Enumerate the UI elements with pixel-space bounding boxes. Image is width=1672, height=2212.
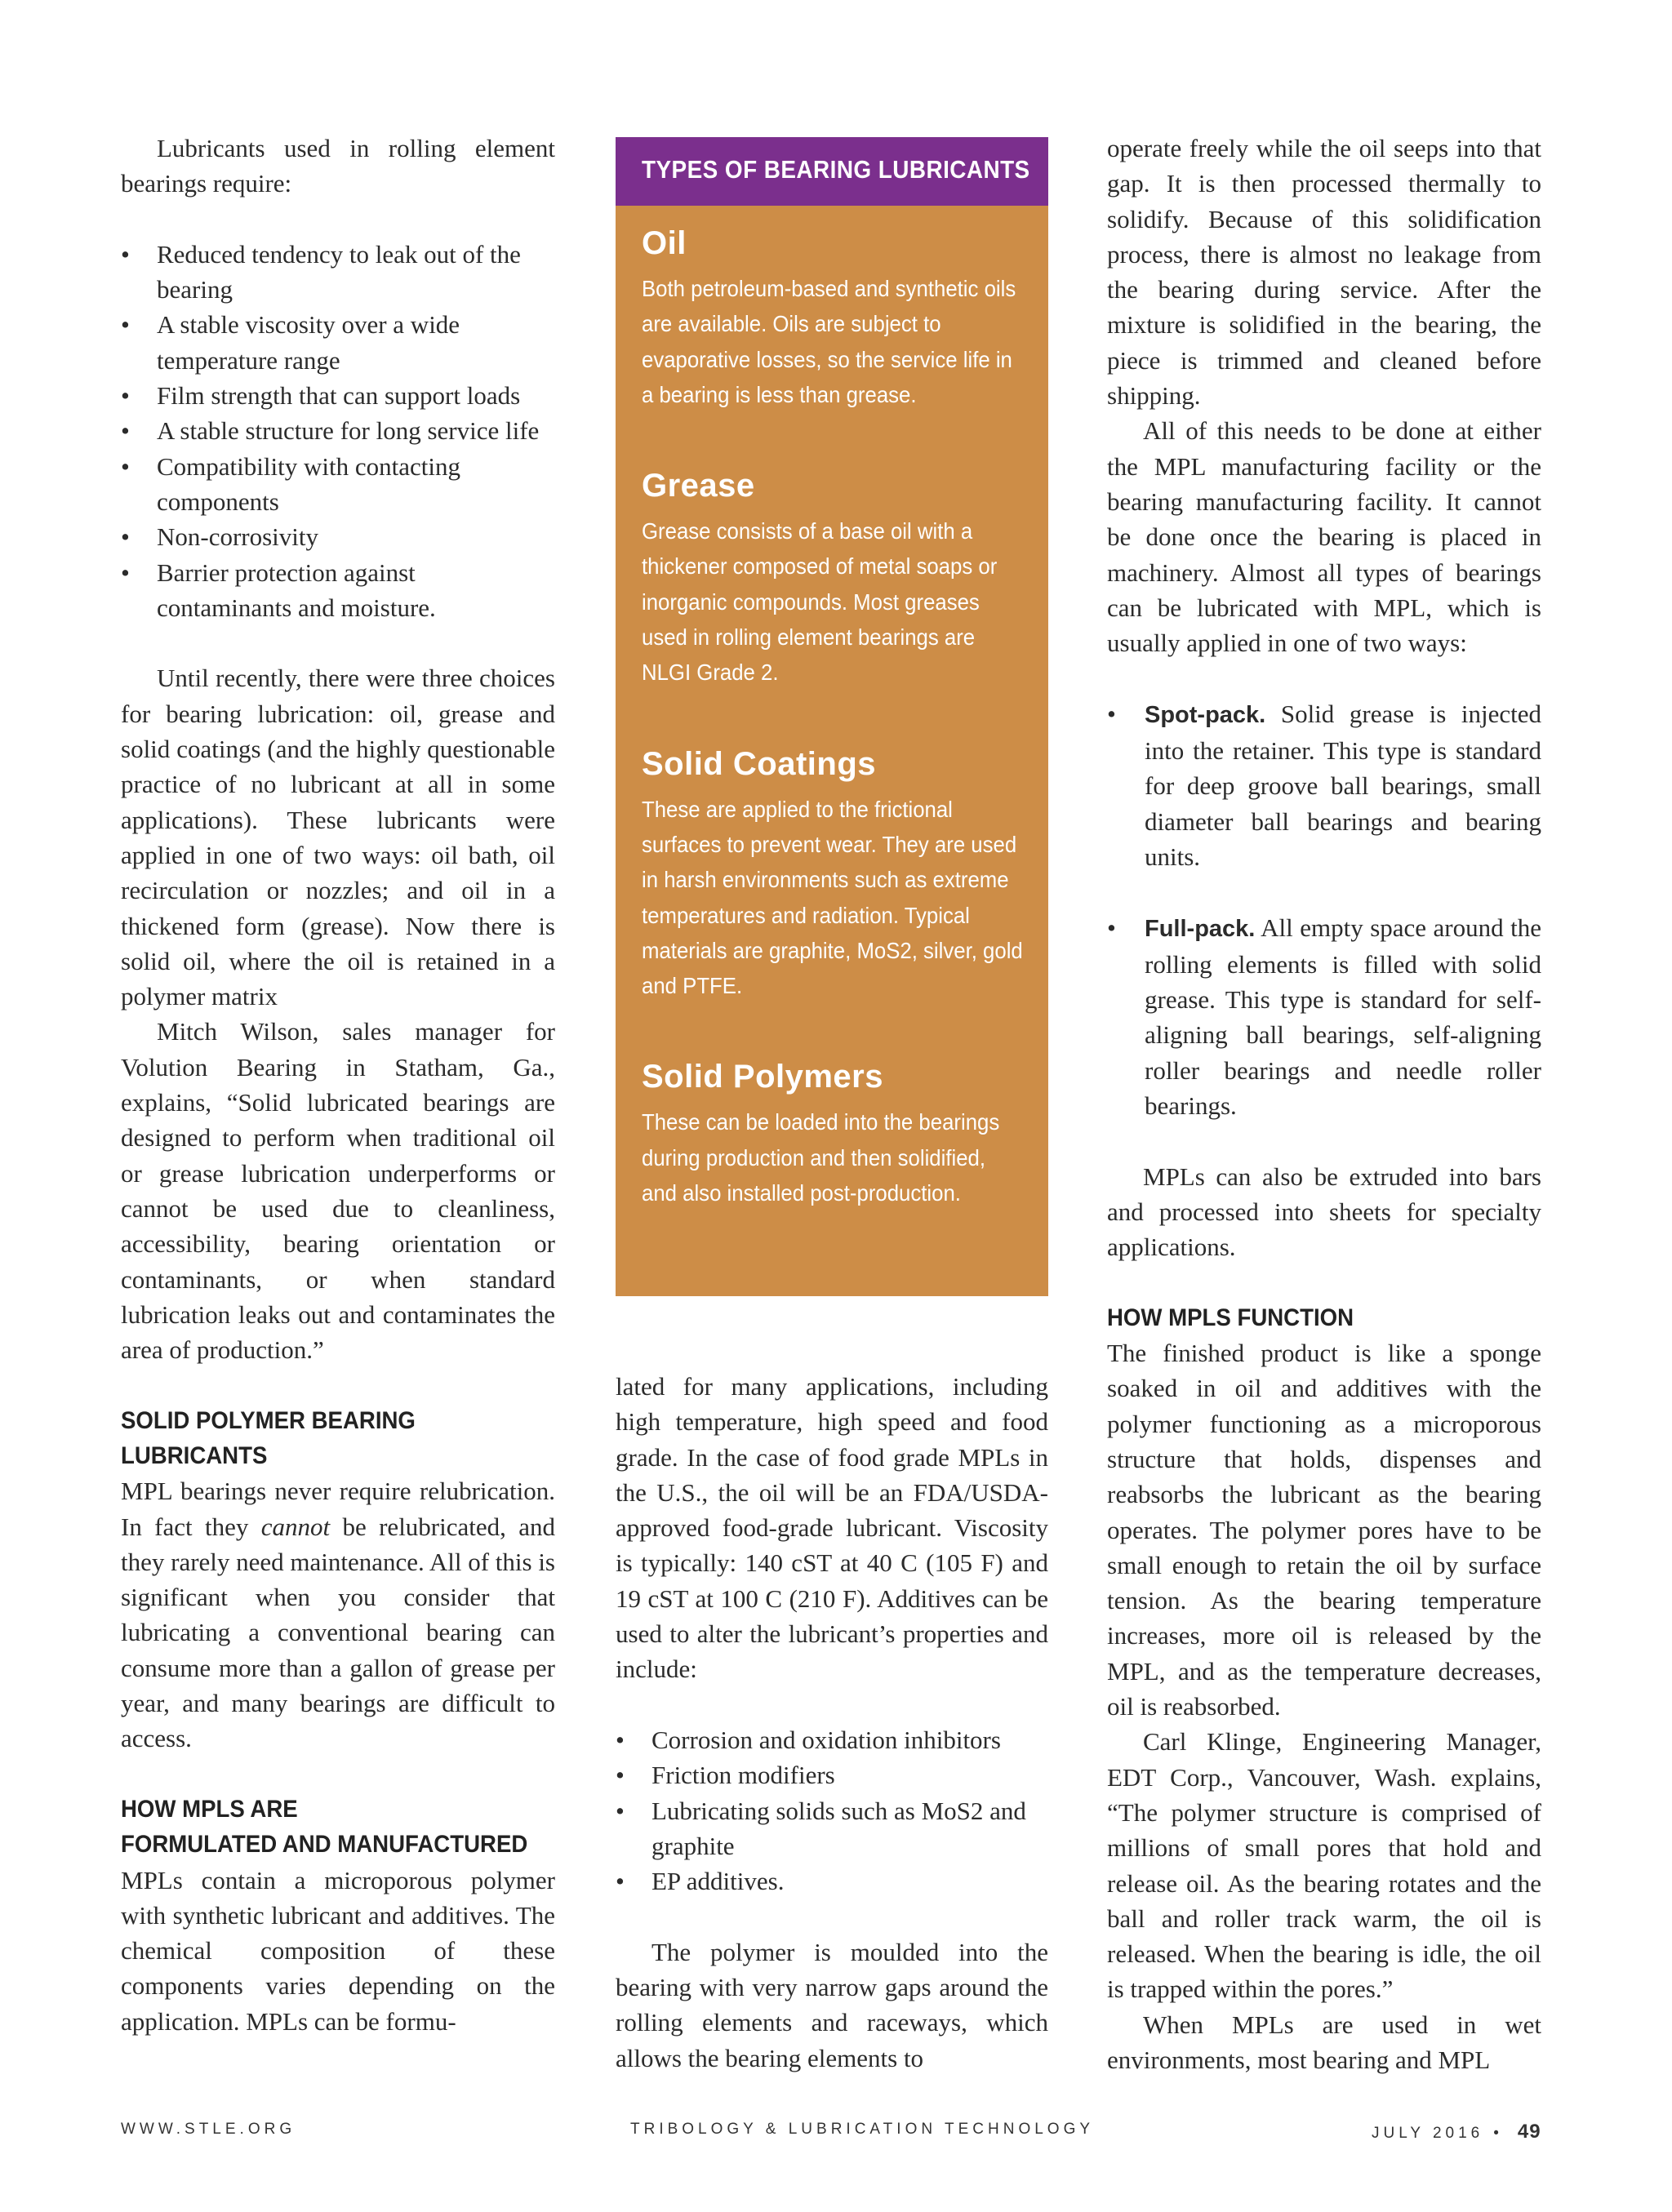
- list-item: • Spot-pack. Solid grease is injected into the retainer. This type is standard for deep groove ball bearings, small diameter ball bearings and bearing units.: [1107, 696, 1541, 874]
- body-paragraph: MPLs contain a microporous polymer with synthetic lubricant and additives. The chemical composition of these components varies depending on the application. MPLs can be formu-: [121, 1865, 555, 2036]
- lubricant-types-sidebar: [616, 137, 1048, 1296]
- sidebar-heading: Solid Coatings: [642, 745, 876, 782]
- footer-date-page: [1372, 2121, 1541, 2143]
- list-item: • Film strength that can support loads: [121, 378, 555, 413]
- list-item: • Friction modifiers: [616, 1757, 1048, 1792]
- body-paragraph: MPL bearings never require relubrication. In fact they cannot be relubricated, and they rarely need maintenance. All of this is significant when you consider that lubricating a conventional bearing can consume more than a gallon of grease per year, and many bearings are difficult to access.: [121, 1477, 556, 1753]
- sidebar-heading: Solid Polymers: [642, 1059, 883, 1095]
- list-item: • Barrier protection against contaminants and moisture.: [121, 555, 555, 626]
- body-paragraph: MPLs can also be extruded into bars and processed into sheets for specialty applications.: [1107, 1162, 1541, 1262]
- list-item: • A stable viscosity over a wide temperature range: [121, 307, 555, 378]
- sidebar-title: TYPES OF BEARING LUBRICANTS: [642, 155, 1030, 184]
- footer-separator: •: [1493, 2125, 1503, 2142]
- body-paragraph: Mitch Wilson, sales manager for Volution Bearing in Statham, Ga., explains, “Solid lubricated bearings are designed to perform when traditional oil or grease lubrication underperforms or cannot be used due to cleanliness, accessibility, bearing orientation or contaminants, or when standard lubrication leaks out and contaminates the area of production.”: [121, 1017, 555, 1365]
- sidebar-section-oil: [642, 220, 1022, 412]
- list-item: • Non-corrosivity: [121, 519, 555, 554]
- footer-date: JULY 2016: [1372, 2125, 1484, 2142]
- page-number: 49: [1517, 2121, 1541, 2143]
- sidebar-section-solid-polymers: [642, 1054, 1022, 1210]
- sidebar-section-solid-coatings: [642, 741, 1022, 1004]
- list-item: • Lubricating solids such as MoS2 and graphite: [616, 1793, 1048, 1864]
- body-paragraph: When MPLs are used in wet environments, most bearing and MPL: [1107, 2010, 1541, 2075]
- list-item: • EP additives.: [616, 1863, 1048, 1899]
- sidebar-header: [616, 137, 1048, 206]
- body-paragraph: Carl Klinge, Engineering Manager, EDT Corp., Vancouver, Wash. explains, “The polymer structure is comprised of millions of small pores that hold and release oil. As the bearing rotates and the ball and roller track warm, the oil is released. When the bearing is idle, the oil is trapped within the pores.”: [1107, 1727, 1541, 2004]
- body-paragraph: Until recently, there were three choices for bearing lubrication: oil, grease and solid coatings (and the highly questionable practice of no lubricant at all in some applications). These lubricants were applied in one of two ways: oil bath, oil recirculation or nozzles; and oil in a thickened form (grease). Now there is solid oil, where the oil is retained in a polymer matrix: [121, 664, 555, 1011]
- additives-list: [616, 1722, 1048, 1899]
- body-paragraph: The polymer is moulded into the bearing with very narrow gaps around the rolling elements and raceways, which allows the bearing elements to: [616, 1937, 1048, 2072]
- list-item: • A stable structure for long service life: [121, 413, 555, 448]
- sidebar-text: These can be loaded into the bearings during production and then solidified, and also installed post-production.: [642, 1109, 1000, 1206]
- sidebar-heading: Grease: [642, 468, 755, 504]
- section-heading: HOW MPLS FUNCTION: [1107, 1304, 1354, 1331]
- list-item: • Corrosion and oxidation inhibitors: [616, 1722, 1048, 1757]
- intro-paragraph: Lubricants used in rolling element bearings require:: [121, 134, 555, 198]
- list-item: • Compatibility with contacting components: [121, 449, 555, 520]
- sidebar-section-grease: [642, 463, 1022, 690]
- body-paragraph: All of this needs to be done at either the MPL manufacturing facility or the bearing manufacturing facility. It cannot be done once the bearing is placed in machinery. Almost all types of bearings can be lubricated with MPL, which is usually applied in one of two ways:: [1107, 416, 1541, 658]
- footer-publication: TRIBOLOGY & LUBRICATION TECHNOLOGY: [630, 2121, 1095, 2138]
- section-heading: HOW MPLS ARE FORMULATED AND MANUFACTURED: [121, 1795, 528, 1859]
- list-item: • Full-pack. All empty space around the rolling elements is filled with solid grease. This type is standard for self-aligning ball bearings, self-aligning roller bearings and needle roller bearings.: [1107, 910, 1541, 1124]
- sidebar-text: These are applied to the frictional surfaces to prevent wear. They are used in harsh environments such as extreme temperatures and radiation. Typical materials are graphite, MoS2, silver, gold and PTFE.: [642, 796, 1023, 999]
- body-paragraph: lated for many applications, including high temperature, high speed and food grade. In the case of food grade MPLs in the U.S., the oil will be an FDA/USDA-approved food-grade lubricant. Viscosity is typically: 140 cST at 40 C (105 F) and 19 cST at 100 C (210 F). Additives can be used to alter the lubricant’s properties and include:: [616, 1372, 1048, 1684]
- left-column: [121, 131, 555, 2039]
- application-methods-list: [1107, 696, 1541, 874]
- footer-website: WWW.STLE.ORG: [121, 2121, 296, 2138]
- section-heading: SOLID POLYMER BEARING LUBRICANTS: [121, 1406, 416, 1469]
- list-item: • Reduced tendency to leak out of the bearing: [121, 237, 555, 308]
- sidebar-text: Both petroleum-based and synthetic oils are available. Oils are subject to evaporative losses, so the service life in a bearing is less than grease.: [642, 276, 1016, 407]
- right-column: [1107, 131, 1541, 2077]
- middle-column: [616, 1369, 1048, 2076]
- body-paragraph: operate freely while the oil seeps into that gap. It is then processed thermally to solidify. Because of this solidification process, there is almost no leakage from the bearing during service. After the mixture is solidified in the bearing, the piece is trimmed and cleaned before shipping.: [1107, 134, 1541, 411]
- sidebar-heading: Oil: [642, 225, 687, 261]
- body-paragraph: The finished product is like a sponge soaked in oil and additives with the polymer functioning as a microporous structure that holds, dispenses and reabsorbs the lubricant as the bearing operates. The polymer pores have to be small enough to retain the oil by surface tension. As the bearing temperature increases, more oil is released by the MPL, and as the temperature decreases, oil is reabsorbed.: [1107, 1339, 1541, 1721]
- application-methods-list: [1107, 910, 1541, 1124]
- sidebar-text: Grease consists of a base oil with a thickener composed of metal soaps or inorganic compounds. Most greases used in rolling element bearings are NLGI Grade 2.: [642, 518, 998, 686]
- sidebar-body: [616, 206, 1048, 1210]
- requirements-list: [121, 237, 555, 625]
